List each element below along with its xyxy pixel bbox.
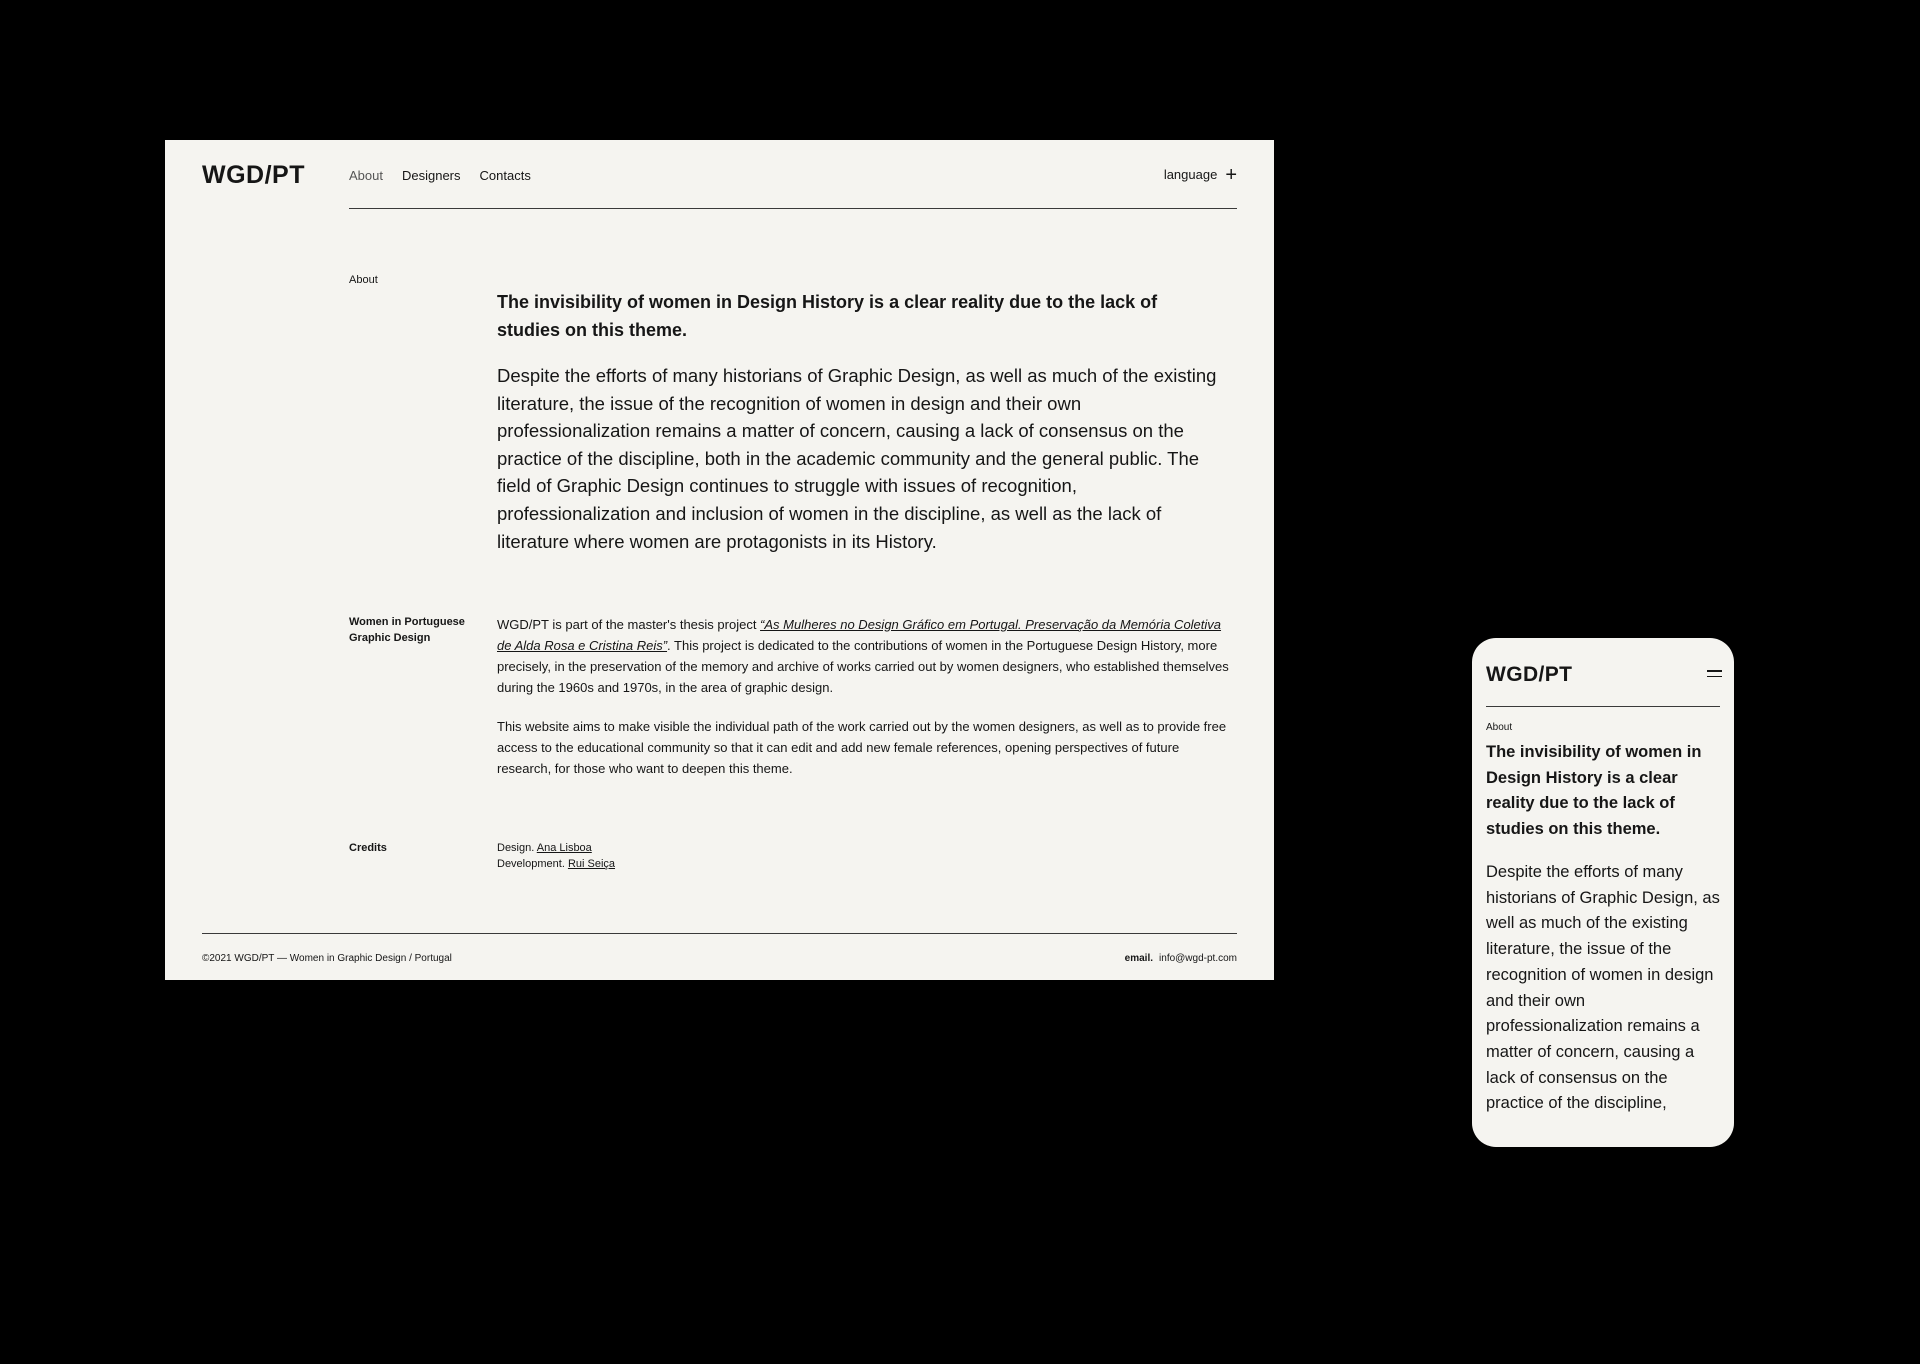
desktop-page-mockup: [165, 140, 1274, 980]
section-label-credits: Credits: [349, 842, 387, 854]
email-label: email.: [1124, 953, 1154, 964]
thesis-project-link[interactable]: “As Mulheres no Design Gráfico em Portugal. Preservação da Memória Coletiva de Alda Rosa e Cristina Reis”: [497, 617, 1222, 653]
developer-link[interactable]: Rui Seiça: [567, 858, 616, 870]
footer-copyright: ©2021 WGD/PT — Women in Graphic Design / Portugal: [202, 953, 452, 964]
credits-list: [497, 840, 615, 872]
credit-development: Development. Rui Seiça: [497, 858, 616, 870]
about-body: Despite the efforts of many historians of Graphic Design, as well as much of the existing literature, the issue of the recognition of women in design and their own professionalization remains a matter of concern, causing a lack of consensus on the practice of the discipline, both in the academic community and the general public. The field of Graphic Design continues to struggle with issues of recognition, professionalization and inclusion of women in the discipline, as well as the lack of literature where women are protagonists in its History.: [497, 365, 1217, 552]
mobile-section-label: About: [1486, 722, 1513, 733]
nav-item-designers[interactable]: Designers: [401, 168, 461, 183]
nav-item-contacts[interactable]: Contacts: [479, 168, 531, 183]
mobile-about-body: Despite the efforts of many historians of Graphic Design, as well as much of the existing literature, the issue of the recognition of women in design and their own professionalization remains a matter of concern, causing a lack of consensus on the practice of the discipline,: [1486, 863, 1720, 1113]
language-label: language: [1163, 167, 1218, 182]
women-paragraph-2: This website aims to make visible the individual path of the work carried out by the women designers, as well as to provide free access to the educational community so that it can edit and add new female references, opening perspectives of future research, for those who want to deepen this theme.: [497, 719, 1227, 776]
email-link[interactable]: info@wgd-pt.com: [1159, 953, 1237, 964]
main-nav: [349, 168, 531, 184]
footer-email: [1125, 952, 1237, 966]
section-label-women: Women in Portuguese Graphic Design: [349, 616, 465, 644]
nav-item-about[interactable]: About: [349, 168, 383, 183]
mobile-page-mockup: [1472, 638, 1734, 1147]
mobile-site-logo[interactable]: WGD/PT: [1486, 663, 1573, 686]
mobile-header-divider: [1486, 706, 1720, 707]
designer-link[interactable]: Ana Lisboa: [536, 842, 592, 854]
plus-icon: +: [1225, 164, 1237, 186]
about-lead: The invisibility of women in Design History is a clear reality due to the lack of studies on this theme.: [497, 292, 1158, 340]
section-label-about: About: [349, 274, 378, 286]
women-paragraph-1: WGD/PT is part of the master's thesis project “As Mulheres no Design Gráfico em Portugal. Preservação da Memória Coletiva de Alda Rosa e Cristina Reis”. This project is dedicated to the contributions of women in the Portuguese Design History, more precisely, in the preservation of the memory and archive of works carried out by women designers, who established themselves during the 1960s and 1970s, in the area of graphic design.: [497, 617, 1229, 695]
language-toggle[interactable]: [1164, 165, 1237, 185]
site-logo[interactable]: WGD/PT: [202, 161, 305, 189]
header-divider: [349, 208, 1237, 209]
mobile-about-lead: The invisibility of women in Design History is a clear reality due to the lack of studies on this theme.: [1486, 743, 1702, 839]
footer-divider: [202, 933, 1237, 934]
hamburger-menu-icon[interactable]: [1707, 670, 1722, 678]
credit-design: Design. Ana Lisboa: [497, 842, 592, 854]
